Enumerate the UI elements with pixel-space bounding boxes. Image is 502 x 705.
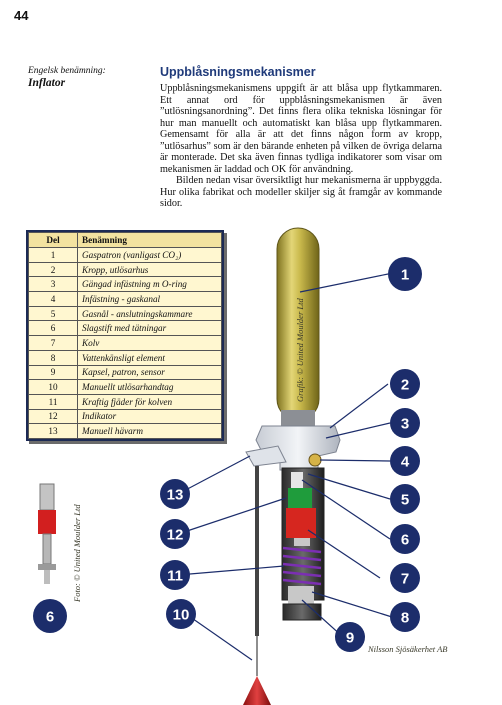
callout-marker bbox=[390, 524, 420, 554]
table-row bbox=[29, 277, 222, 292]
svg-text:6: 6 bbox=[400, 531, 410, 549]
part-name: Gaspatron (vanligast CO₂) bbox=[78, 248, 222, 263]
section-heading: Uppblåsningsmekanismer bbox=[160, 65, 316, 79]
table-row bbox=[29, 365, 222, 380]
table-row bbox=[29, 409, 222, 424]
part-name: Gängad infästning m O-ring bbox=[78, 277, 222, 292]
paragraph: Bilden nedan visar översiktligt hur mekanismerna är uppbyggda. Hur olika fabrikat och modeller skiljer sig åt framgår av kommande sidor. bbox=[160, 175, 442, 209]
part-number: 12 bbox=[29, 409, 78, 424]
part-name: Gasnål - anslutningskammare bbox=[78, 306, 222, 321]
part-number: 5 bbox=[29, 306, 78, 321]
table-row bbox=[29, 292, 222, 307]
svg-text:1: 1 bbox=[400, 266, 410, 284]
column-header-name: Benämning bbox=[78, 233, 222, 248]
part-name: Kropp, utlösarhus bbox=[78, 262, 222, 277]
svg-text:12: 12 bbox=[166, 526, 184, 544]
part-name: Kolv bbox=[78, 336, 222, 351]
part-name: Kapsel, patron, sensor bbox=[78, 365, 222, 380]
part-name: Manuellt utlösarhandtag bbox=[78, 380, 222, 395]
part-number: 1 bbox=[29, 248, 78, 263]
svg-text:2: 2 bbox=[400, 376, 410, 394]
bottom-credit: Nilsson Sjösäkerhet AB bbox=[368, 644, 448, 654]
callout-marker bbox=[390, 563, 420, 593]
callout-marker bbox=[390, 484, 420, 514]
table-row bbox=[29, 380, 222, 395]
table-row bbox=[29, 350, 222, 365]
parts-table-grid bbox=[28, 232, 222, 439]
callout-marker bbox=[160, 519, 190, 549]
svg-text:6: 6 bbox=[45, 608, 55, 626]
callout-marker bbox=[335, 622, 365, 652]
callout-marker bbox=[390, 602, 420, 632]
table-row bbox=[29, 306, 222, 321]
part-number: 9 bbox=[29, 365, 78, 380]
svg-text:8: 8 bbox=[400, 609, 410, 627]
part-name: Manuell hävarm bbox=[78, 424, 222, 439]
table-header-row bbox=[29, 233, 222, 248]
part-number: 3 bbox=[29, 277, 78, 292]
callout-marker bbox=[390, 369, 420, 399]
part-number: 8 bbox=[29, 350, 78, 365]
table-row bbox=[29, 394, 222, 409]
part-number: 10 bbox=[29, 380, 78, 395]
part-number: 6 bbox=[29, 321, 78, 336]
valve-photo bbox=[38, 484, 82, 603]
cylinder-credit: Grafik: © United Moulder Ltd bbox=[295, 298, 305, 402]
part-name: Kraftig fjäder för kolven bbox=[78, 394, 222, 409]
part-number: 7 bbox=[29, 336, 78, 351]
callout-marker bbox=[166, 599, 196, 629]
page-number: 44 bbox=[14, 8, 29, 23]
callout-marker bbox=[160, 560, 190, 590]
callout-marker bbox=[160, 479, 190, 509]
inflator-housing bbox=[243, 426, 340, 705]
part-number: 13 bbox=[29, 424, 78, 439]
callout-marker bbox=[390, 446, 420, 476]
svg-text:10: 10 bbox=[172, 606, 190, 624]
english-name-caption: Engelsk benämning: bbox=[28, 66, 106, 76]
part-name: Slagstift med tätningar bbox=[78, 321, 222, 336]
part-name: Vattenkänsligt element bbox=[78, 350, 222, 365]
callout-marker bbox=[388, 257, 422, 291]
part-number: 11 bbox=[29, 394, 78, 409]
callout-marker bbox=[390, 408, 420, 438]
table-row bbox=[29, 336, 222, 351]
svg-text:9: 9 bbox=[345, 629, 355, 647]
table-row bbox=[29, 262, 222, 277]
callout-marker bbox=[33, 599, 67, 633]
gas-cylinder bbox=[277, 228, 319, 426]
part-number: 4 bbox=[29, 292, 78, 307]
english-term: Inflator bbox=[28, 77, 66, 89]
part-number: 2 bbox=[29, 262, 78, 277]
svg-text:4: 4 bbox=[400, 453, 410, 471]
table-row bbox=[29, 321, 222, 336]
paragraph: Uppblåsningsmekanismens uppgift är att blåsa upp flytkammaren. Ett annat ord för uppblåsningsmekanismen är även ”utlösningsanordning”. Det finns flera olika tekniska lösningar för hur man manuellt och automatiskt kan blåsa upp flytkammaren. Gemensamt för alla är att det finns någon form av kropp, ”utlösarhus” som är den bärande enheten på vilken de övriga delarna är monterade. Det ska även finnas tydliga indikatorer som visar om mekanismen är laddad och OK för användning. bbox=[160, 83, 442, 175]
photo-credit: Foto: © United Moulder Ltd bbox=[72, 504, 82, 602]
column-header-part: Del bbox=[29, 233, 78, 248]
svg-text:3: 3 bbox=[400, 415, 410, 433]
table-row bbox=[29, 424, 222, 439]
svg-text:7: 7 bbox=[400, 570, 410, 588]
svg-text:5: 5 bbox=[400, 491, 410, 509]
parts-table bbox=[26, 230, 224, 441]
part-name: Infästning - gaskanal bbox=[78, 292, 222, 307]
part-name: Indikator bbox=[78, 409, 222, 424]
table-row bbox=[29, 248, 222, 263]
svg-text:13: 13 bbox=[166, 486, 184, 504]
svg-text:11: 11 bbox=[167, 567, 183, 585]
